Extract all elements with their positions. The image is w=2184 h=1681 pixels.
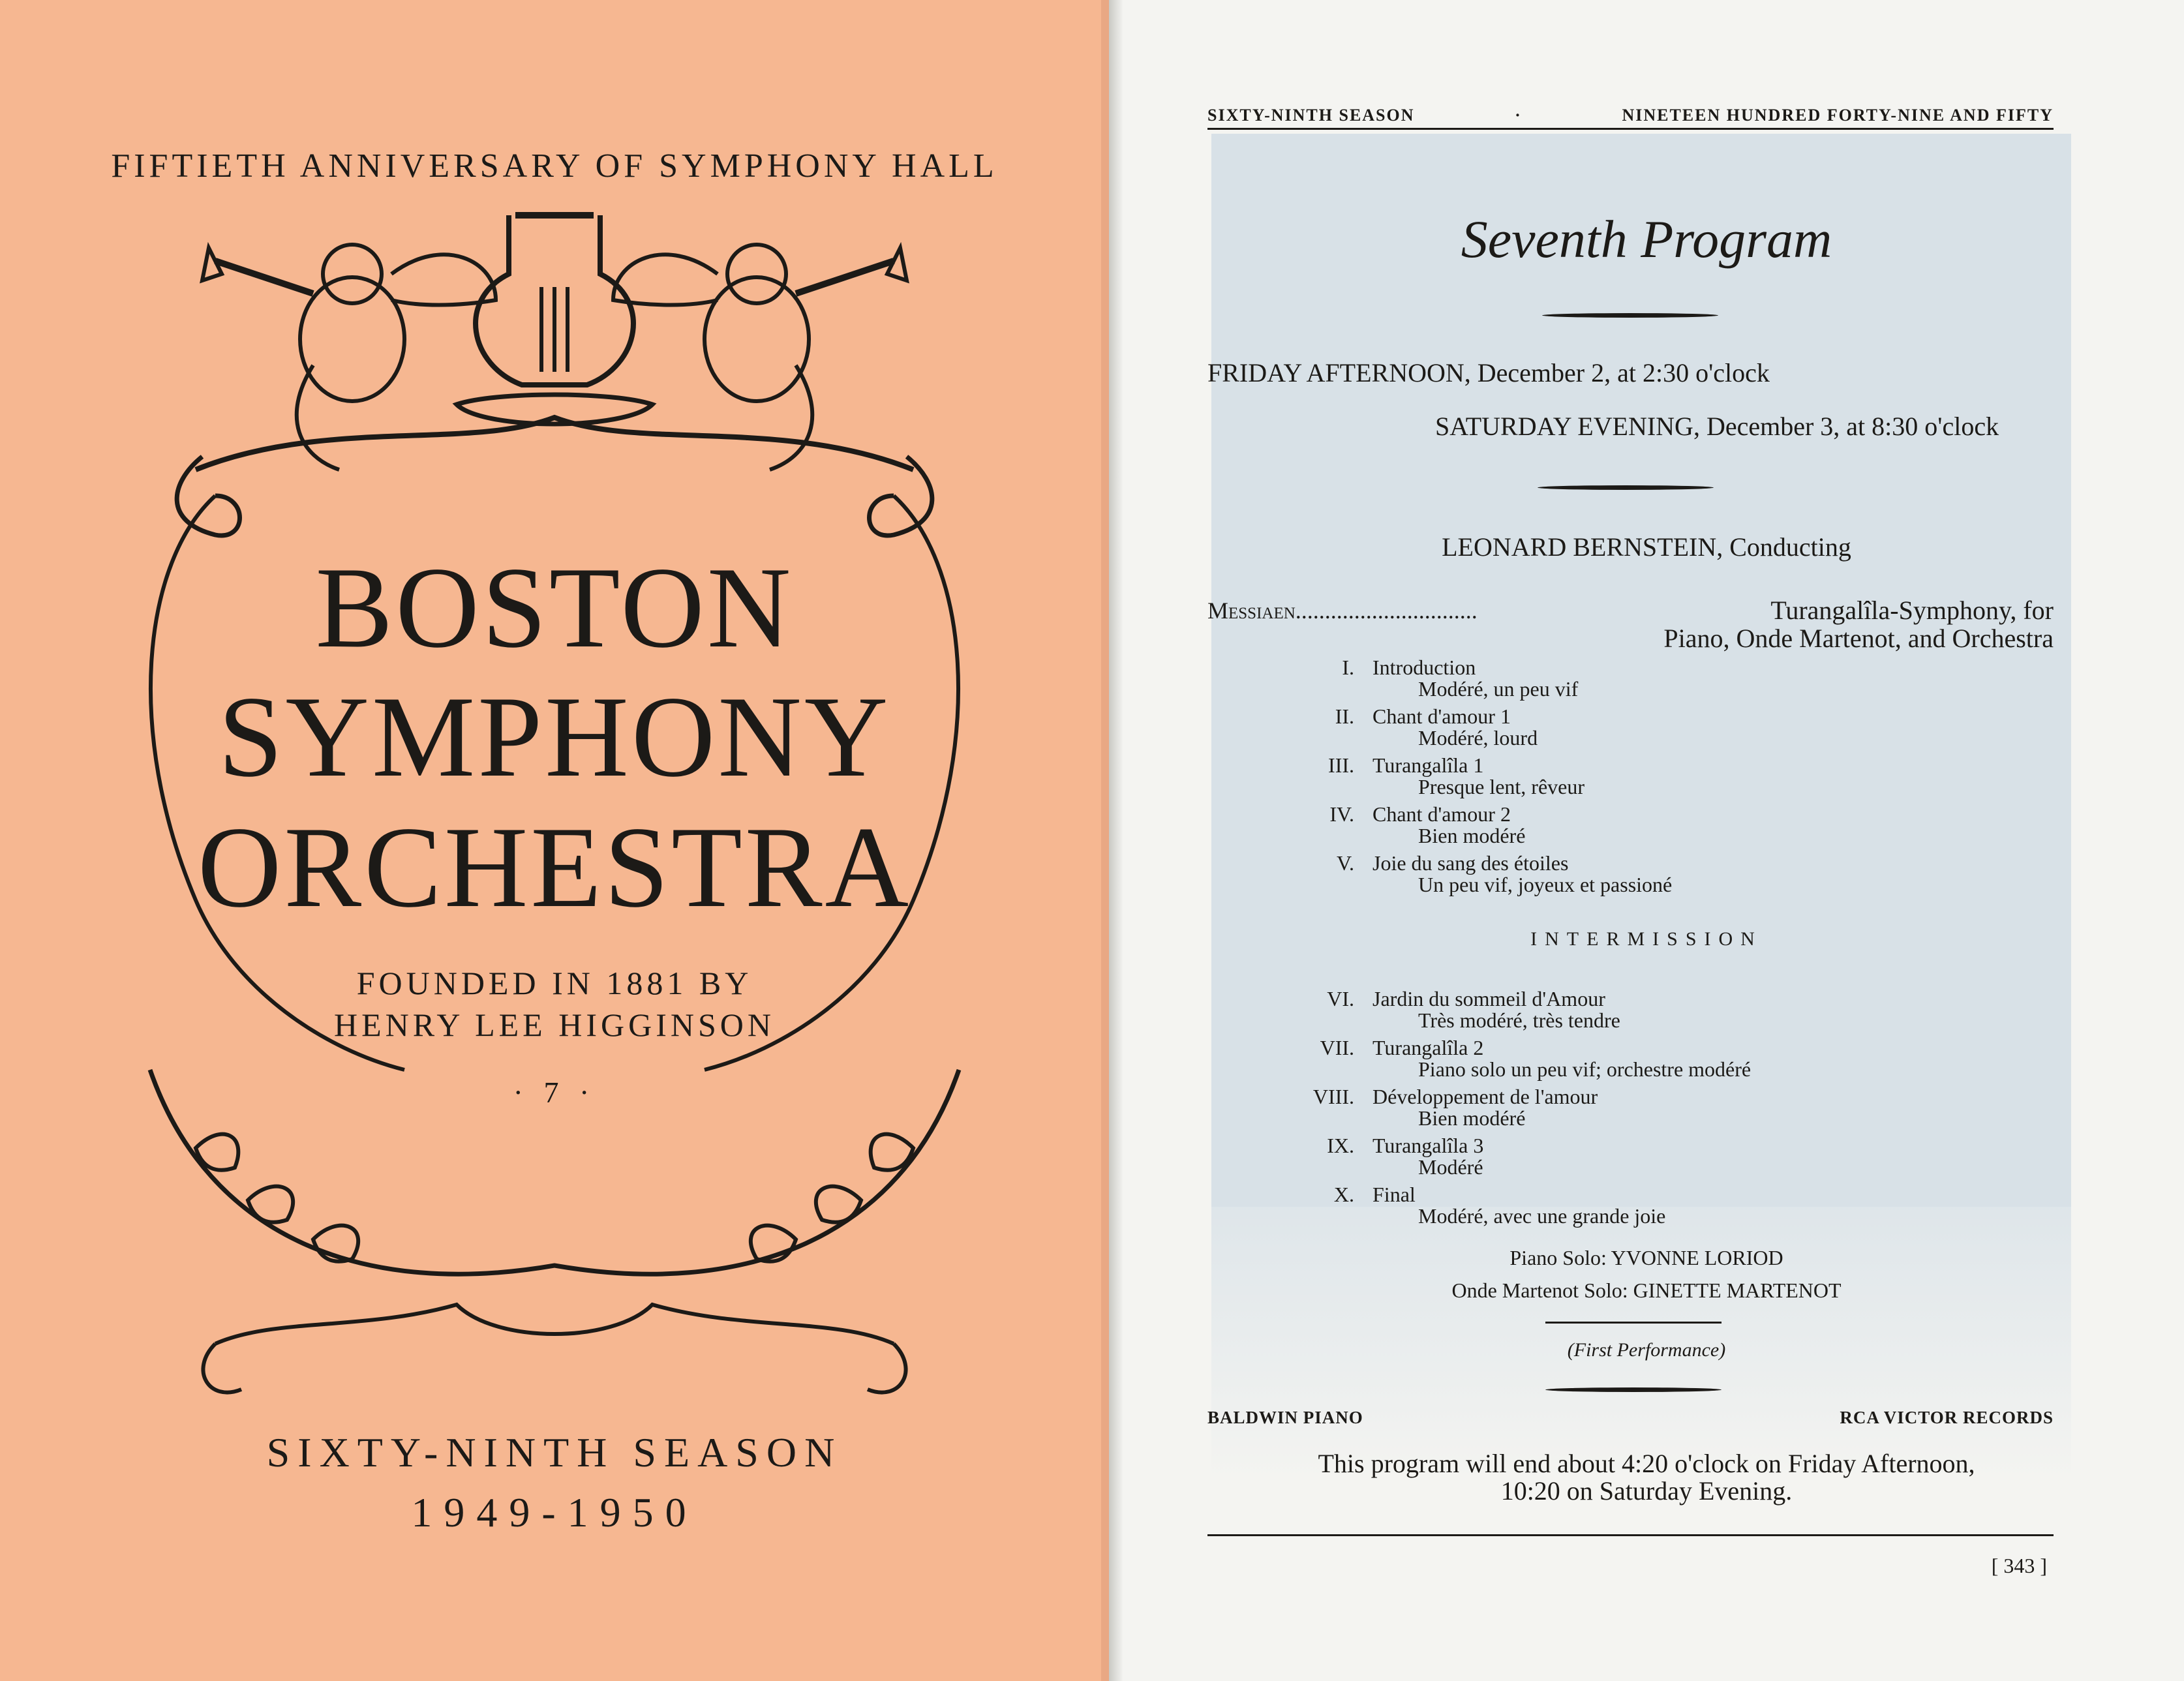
movement-tempo: Modéré, avec une grande joie xyxy=(1418,1204,1666,1228)
friday-performance: FRIDAY AFTERNOON, December 2, at 2:30 o'clock xyxy=(1207,358,1770,387)
leader-dots: ............................... xyxy=(1295,598,1478,624)
movement-tempo: Modéré xyxy=(1418,1155,1483,1179)
piano-soloist: Piano Solo: YVONNE LORIOD xyxy=(1509,1246,1783,1269)
page-header xyxy=(1207,106,2054,128)
header-season: SIXTY-NINTH SEASON xyxy=(1207,106,1415,125)
founded-line: FOUNDED IN 1881 BY xyxy=(356,965,753,1001)
movement-tempo: Bien modéré xyxy=(1418,824,1526,847)
divider-1 xyxy=(1542,313,1718,318)
movement-item xyxy=(1207,1183,2054,1228)
cover-title-boston: BOSTON xyxy=(315,543,794,672)
movement-tempo: Bien modéré xyxy=(1418,1106,1526,1130)
movement-number: VIII. xyxy=(1312,1085,1354,1108)
cover-title-orchestra: ORCHESTRA xyxy=(197,802,912,931)
anniversary-caption: FIFTIETH ANNIVERSARY OF SYMPHONY HALL xyxy=(111,147,998,185)
composer-entry xyxy=(1207,597,1478,624)
composer-name: Messiaen xyxy=(1207,598,1296,624)
movement-number: X. xyxy=(1333,1183,1354,1206)
program-page xyxy=(1109,0,2184,1681)
cover-title-symphony: SYMPHONY xyxy=(218,672,891,801)
movement-item xyxy=(1207,987,2054,1033)
movement-item xyxy=(1207,802,2054,848)
movement-title: Turangalîla 1 xyxy=(1373,753,1484,777)
work-title-line1: Turangalîla-Symphony, for xyxy=(1770,596,2054,625)
divider-4 xyxy=(1545,1387,1721,1392)
movement-title: Chant d'amour 2 xyxy=(1373,802,1511,826)
program-title: Seventh Program xyxy=(1461,209,1832,269)
movement-title: Turangalîla 2 xyxy=(1373,1036,1484,1059)
page-number: [ 343 ] xyxy=(1991,1554,2047,1577)
movement-tempo: Modéré, lourd xyxy=(1418,726,1538,750)
movement-title: Joie du sang des étoiles xyxy=(1373,851,1569,875)
piano-sponsor: BALDWIN PIANO xyxy=(1207,1408,1363,1427)
movement-item xyxy=(1207,1036,2054,1082)
divider-3 xyxy=(1545,1322,1721,1324)
header-separator: · xyxy=(1515,106,1522,125)
movement-tempo: Très modéré, très tendre xyxy=(1418,1008,1620,1032)
end-time-line2: 10:20 on Saturday Evening. xyxy=(1500,1476,1793,1506)
movement-title: Introduction xyxy=(1373,656,1476,679)
onde-martenot-soloist: Onde Martenot Solo: GINETTE MARTENOT xyxy=(1451,1279,1842,1302)
movement-title: Jardin du sommeil d'Amour xyxy=(1373,987,1605,1010)
movement-item xyxy=(1207,753,2054,799)
movement-number: III. xyxy=(1328,753,1354,777)
movement-title: Chant d'amour 1 xyxy=(1373,704,1511,728)
saturday-performance: SATURDAY EVENING, December 3, at 8:30 o'clock xyxy=(1435,412,1999,441)
movement-tempo: Modéré, un peu vif xyxy=(1418,677,1579,701)
movement-title: Turangalîla 3 xyxy=(1373,1134,1484,1157)
movement-title: Développement de l'amour xyxy=(1373,1085,1598,1108)
movement-item xyxy=(1207,1085,2054,1130)
divider-2 xyxy=(1538,485,1714,490)
movement-item xyxy=(1207,851,2054,897)
movement-number: V. xyxy=(1337,851,1354,875)
program-number: · 7 · xyxy=(513,1076,596,1109)
cover-years: 1949-1950 xyxy=(411,1489,698,1536)
movement-tempo: Piano solo un peu vif; orchestre modéré xyxy=(1418,1057,1752,1081)
movement-item xyxy=(1207,656,2054,701)
movement-number: VI. xyxy=(1327,987,1354,1010)
founder-name: HENRY LEE HIGGINSON xyxy=(334,1007,775,1043)
header-years: NINETEEN HUNDRED FORTY-NINE AND FIFTY xyxy=(1622,106,2054,125)
movement-number: II. xyxy=(1335,704,1354,728)
cover-season: SIXTY-NINTH SEASON xyxy=(266,1429,843,1476)
intermission-label: INTERMISSION xyxy=(1530,928,1763,950)
footer-rule xyxy=(1207,1534,2054,1536)
header-rule xyxy=(1207,128,2054,130)
conductor: LEONARD BERNSTEIN, Conducting xyxy=(1442,532,1851,562)
first-performance-note: (First Performance) xyxy=(1567,1339,1726,1361)
work-title-line2: Piano, Onde Martenot, and Orchestra xyxy=(1663,624,2054,653)
movement-tempo: Presque lent, rêveur xyxy=(1418,775,1585,798)
movement-title: Final xyxy=(1373,1183,1416,1206)
movement-number: IV. xyxy=(1329,802,1354,826)
movement-tempo: Un peu vif, joyeux et passioné xyxy=(1418,873,1673,896)
movement-number: IX. xyxy=(1327,1134,1354,1157)
movement-number: I. xyxy=(1342,656,1354,679)
movement-item xyxy=(1207,704,2054,750)
movement-number: VII. xyxy=(1320,1036,1354,1059)
records-sponsor: RCA VICTOR RECORDS xyxy=(1840,1408,2054,1427)
end-time-line1: This program will end about 4:20 o'clock on Friday Afternoon, xyxy=(1318,1449,1975,1478)
movement-item xyxy=(1207,1134,2054,1179)
